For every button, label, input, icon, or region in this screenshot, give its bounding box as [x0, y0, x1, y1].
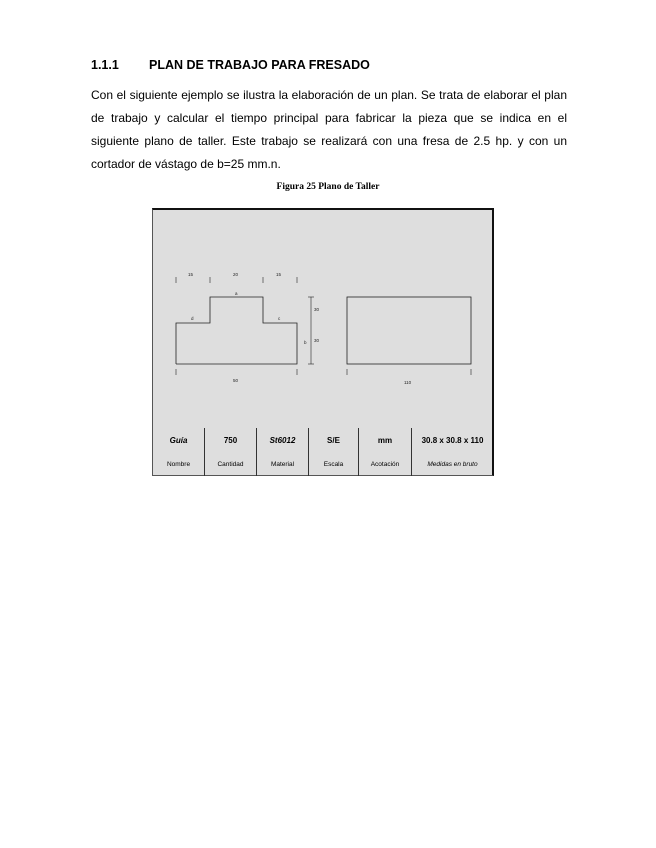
body-paragraph: Con el siguiente ejemplo se ilustra la elaboración de un plan. Se trata de elaborar el plan de trabajo y calcular el tiempo principal para fabricar la pieza que se indica en el siguiente plano de taller. Este trabajo se realizará con una fresa de 2.5 hp. y con un cortador de vástago de b=25 mm.n.: [91, 88, 567, 171]
title-label: Nombre: [166, 461, 191, 468]
dim-label-30-upper: 30: [314, 307, 320, 312]
title-label: Escala: [323, 461, 344, 468]
title-value: S/E: [327, 436, 340, 445]
dim-label-15-left: 15: [188, 272, 194, 277]
front-view-profile: [176, 297, 297, 364]
title-cell-acotacion: [359, 428, 412, 476]
title-label: Material: [270, 461, 295, 468]
title-cell-cantidad: [205, 428, 257, 476]
side-view-rectangle: [347, 297, 471, 364]
title-cell-escala: [309, 428, 359, 476]
title-cell-medidas: [412, 428, 493, 476]
title-value: Guía: [169, 436, 188, 445]
title-cell-nombre: [153, 428, 205, 476]
dim-label-50: 50: [233, 378, 239, 383]
section-heading: [91, 58, 370, 72]
dim-label-110: 110: [404, 380, 412, 385]
figure-caption: Figura 25 Plano de Taller: [276, 182, 380, 192]
section-number: 1.1.1: [91, 58, 119, 72]
dim-label-c: c: [278, 316, 281, 321]
dim-label-15-right: 15: [276, 272, 282, 277]
dim-label-d: d: [191, 316, 194, 321]
dim-label-20: 20: [233, 272, 239, 277]
title-value: 30.8 x 30.8 x 110: [421, 436, 484, 445]
title-label: Cantidad: [217, 461, 244, 468]
dim-label-a: a: [235, 291, 238, 296]
title-value: mm: [377, 436, 393, 445]
title-value: 750: [223, 436, 238, 445]
title-block: [153, 428, 493, 476]
dim-label-b: b: [304, 340, 307, 345]
title-cell-material: [257, 428, 309, 476]
title-value: St6012: [269, 436, 296, 445]
title-label: Medidas en bruto: [427, 461, 478, 468]
section-title: PLAN DE TRABAJO PARA FRESADO: [149, 58, 370, 72]
title-label: Acotación: [370, 461, 400, 468]
dim-label-30-lower: 30: [314, 338, 320, 343]
workshop-drawing: [152, 208, 494, 476]
